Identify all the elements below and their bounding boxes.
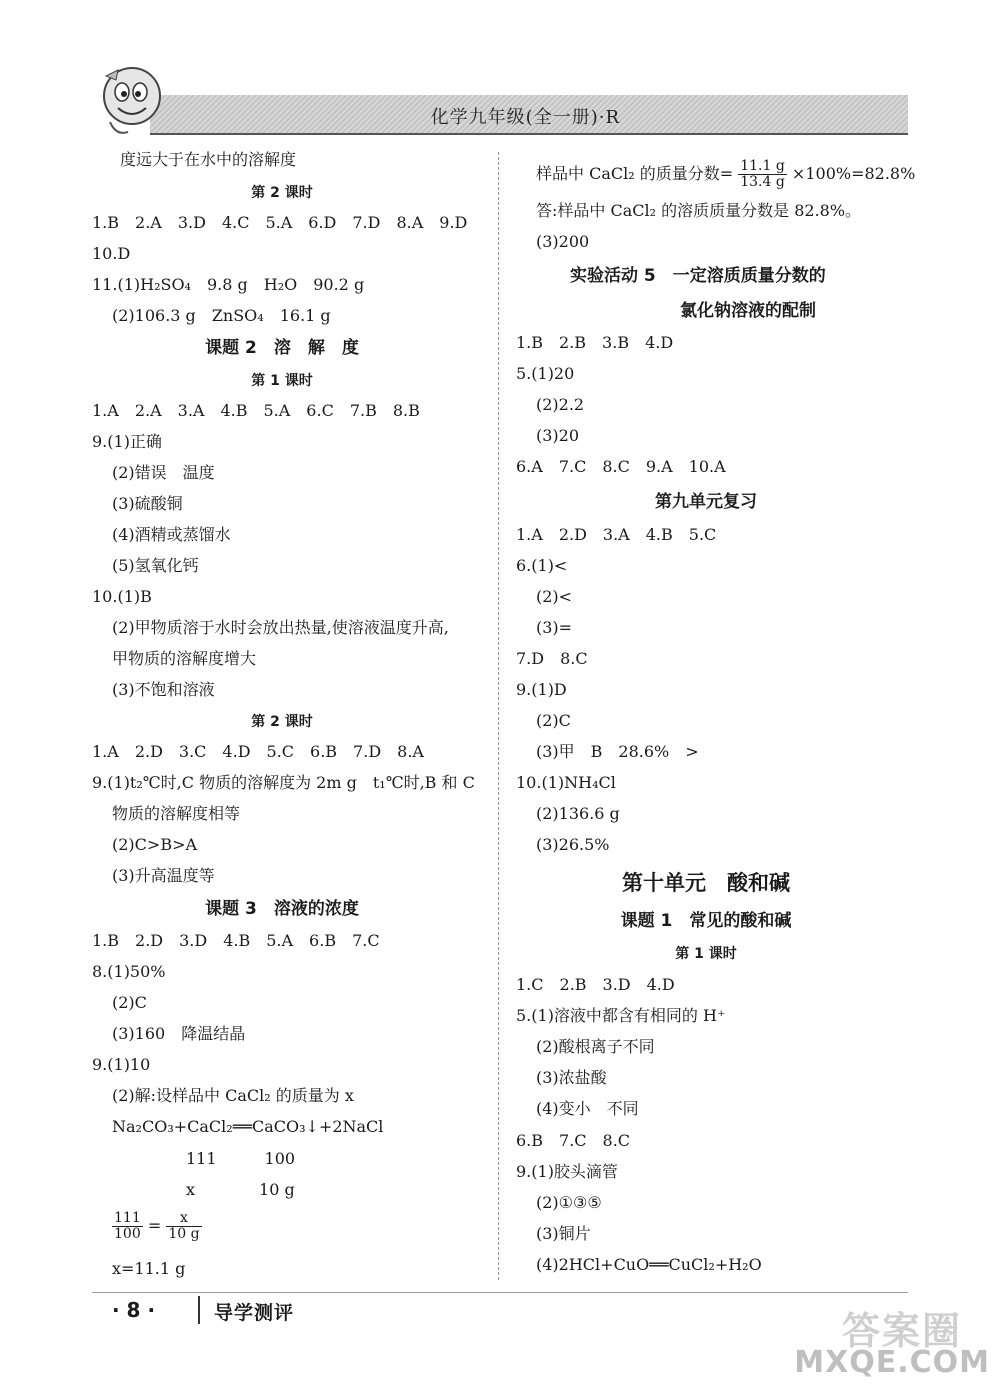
answer-line: (2)酸根离子不同 — [536, 1037, 655, 1056]
fraction-numerator: x — [166, 1211, 201, 1227]
equals-sign: = — [147, 1216, 162, 1235]
answer-line: (2)甲物质溶于水时会放出热量,使溶液温度升高, — [112, 618, 449, 637]
answer-line: (3)不饱和溶液 — [112, 680, 215, 699]
answer-line: (2)①③⑤ — [536, 1193, 602, 1212]
answer-line: 1.C 2.B 3.D 4.D — [516, 975, 675, 994]
fraction-denominator: 13.4 g — [740, 174, 785, 190]
answer-line: (5)氢氧化钙 — [112, 556, 199, 575]
answer-line: 甲物质的溶解度增大 — [112, 649, 257, 668]
section-heading: 第 1 课时 — [675, 946, 737, 962]
answer-line: (3)铜片 — [536, 1224, 591, 1243]
answer-line: 7.D 8.C — [516, 649, 588, 668]
answer-line: 6.(1)< — [516, 556, 568, 575]
answer-line: (3)浓盐酸 — [536, 1068, 607, 1087]
answer-line: 8.(1)50% — [92, 962, 166, 981]
answer-line: 5.(1)20 — [516, 364, 575, 383]
answer-line: 9.(1)正确 — [92, 432, 162, 451]
answer-line: (2)错误 温度 — [112, 463, 215, 482]
answer-line: 10.D — [92, 244, 131, 263]
section-heading: 第 1 课时 — [251, 373, 313, 389]
equation-line: 111 100 — [186, 1149, 296, 1168]
answer-line: (3)甲 B 28.6% > — [536, 742, 699, 761]
answer-line: x=11.1 g — [112, 1259, 186, 1278]
footer-rule — [92, 1292, 908, 1293]
watermark-logo: 答案圈 — [841, 1309, 962, 1353]
answer-line: 10.(1)B — [92, 587, 152, 606]
fraction — [738, 159, 787, 190]
answer-line: (2)< — [536, 587, 573, 606]
answer-line: (2)C>B>A — [112, 835, 198, 854]
answer-line: 6.A 7.C 8.C 9.A 10.A — [516, 457, 726, 476]
equation-line: (4)2HCl+CuO══CuCl₂+H₂O — [536, 1255, 762, 1274]
fraction-denominator: 100 — [114, 1226, 141, 1242]
lesson-title: 课题 3 溶液的浓度 — [205, 899, 359, 919]
equation-line: x 10 g — [186, 1180, 295, 1199]
answer-line: (4)酒精或蒸馏水 — [112, 525, 231, 544]
header-title: 化学九年级(全一册)·R — [430, 107, 620, 128]
lesson-title: 课题 1 常见的酸和碱 — [620, 911, 792, 931]
fraction-line — [112, 1211, 202, 1242]
answer-line: 5.(1)溶液中都含有相同的 H⁺ — [516, 1006, 726, 1025]
answer-line: (2)106.3 g ZnSO₄ 16.1 g — [112, 306, 331, 325]
answer-line: (2)136.6 g — [536, 804, 620, 823]
watermark-text: MXQE.COM — [794, 1345, 990, 1380]
answer-line: 物质的溶解度相等 — [112, 804, 241, 823]
answer-line: (3)升高温度等 — [112, 866, 215, 885]
answer-line: 6.B 7.C 8.C — [516, 1131, 631, 1150]
lesson-title: 氯化钠溶液的配制 — [680, 301, 816, 321]
lesson-title: 课题 2 溶 解 度 — [205, 338, 359, 358]
answer-line: (2)C — [112, 993, 147, 1012]
lesson-title: 实验活动 5 一定溶质质量分数的 — [570, 266, 826, 286]
text-fragment: ×100%=82.8% — [791, 164, 916, 183]
fraction-numerator: 111 — [114, 1210, 141, 1226]
page-number: · 8 · — [112, 1298, 156, 1322]
answer-line: (3)160 降温结晶 — [112, 1024, 246, 1043]
footer-separator — [198, 1296, 200, 1324]
section-heading: 第 2 课时 — [251, 185, 313, 201]
answer-line: 9.(1)胶头滴管 — [516, 1162, 618, 1181]
answer-line: (3)= — [536, 618, 573, 637]
lesson-title: 第九单元复习 — [655, 492, 757, 512]
answer-line: 1.A 2.A 3.A 4.B 5.A 6.C 7.B 8.B — [92, 401, 420, 420]
mascot-logo-icon — [92, 62, 172, 140]
answer-line: 11.(1)H₂SO₄ 9.8 g H₂O 90.2 g — [92, 275, 365, 294]
answer-line: (2)解:设样品中 CaCl₂ 的质量为 x — [112, 1086, 354, 1105]
answer-line: 9.(1)10 — [92, 1055, 151, 1074]
answer-line: 9.(1)D — [516, 680, 567, 699]
equation-line: Na₂CO₃+CaCl₂══CaCO₃↓+2NaCl — [112, 1117, 384, 1136]
fraction — [112, 1211, 143, 1242]
answer-line: 1.B 2.A 3.D 4.C 5.A 6.D 7.D 8.A 9.D — [92, 213, 468, 232]
answer-line: (2)2.2 — [536, 395, 585, 414]
answer-line: (2)C — [536, 711, 571, 730]
column-divider — [498, 152, 499, 1280]
unit-title: 第十单元 酸和碱 — [622, 870, 790, 895]
answer-line: 1.B 2.D 3.D 4.B 5.A 6.B 7.C — [92, 931, 380, 950]
answer-line: (4)变小 不同 — [536, 1099, 639, 1118]
answer-line: 1.B 2.B 3.B 4.D — [516, 333, 674, 352]
fraction-denominator: 10 g — [168, 1226, 200, 1242]
page-header — [0, 0, 1000, 150]
fraction-numerator: 11.1 g — [740, 158, 785, 174]
answer-line: (3)硫酸铜 — [112, 494, 183, 513]
section-heading: 第 2 课时 — [251, 714, 313, 730]
answer-line: 9.(1)t₂℃时,C 物质的溶解度为 2m g t₁℃时,B 和 C — [92, 773, 475, 792]
footer-brand: 导学测评 — [214, 1302, 295, 1324]
fraction-line — [536, 159, 915, 190]
text-fragment: 样品中 CaCl₂ 的质量分数= — [536, 164, 734, 183]
answer-line: 1.A 2.D 3.A 4.B 5.C — [516, 525, 717, 544]
answer-line: (3)26.5% — [536, 835, 610, 854]
answer-line: (3)20 — [536, 426, 580, 445]
answer-line: 答:样品中 CaCl₂ 的溶质质量分数是 82.8%。 — [536, 201, 862, 220]
answer-line: 1.A 2.D 3.C 4.D 5.C 6.B 7.D 8.A — [92, 742, 424, 761]
fraction — [166, 1211, 201, 1242]
answer-line: (3)200 — [536, 232, 590, 251]
answer-line: 10.(1)NH₄Cl — [516, 773, 616, 792]
text-line: 度远大于在水中的溶解度 — [120, 150, 297, 169]
